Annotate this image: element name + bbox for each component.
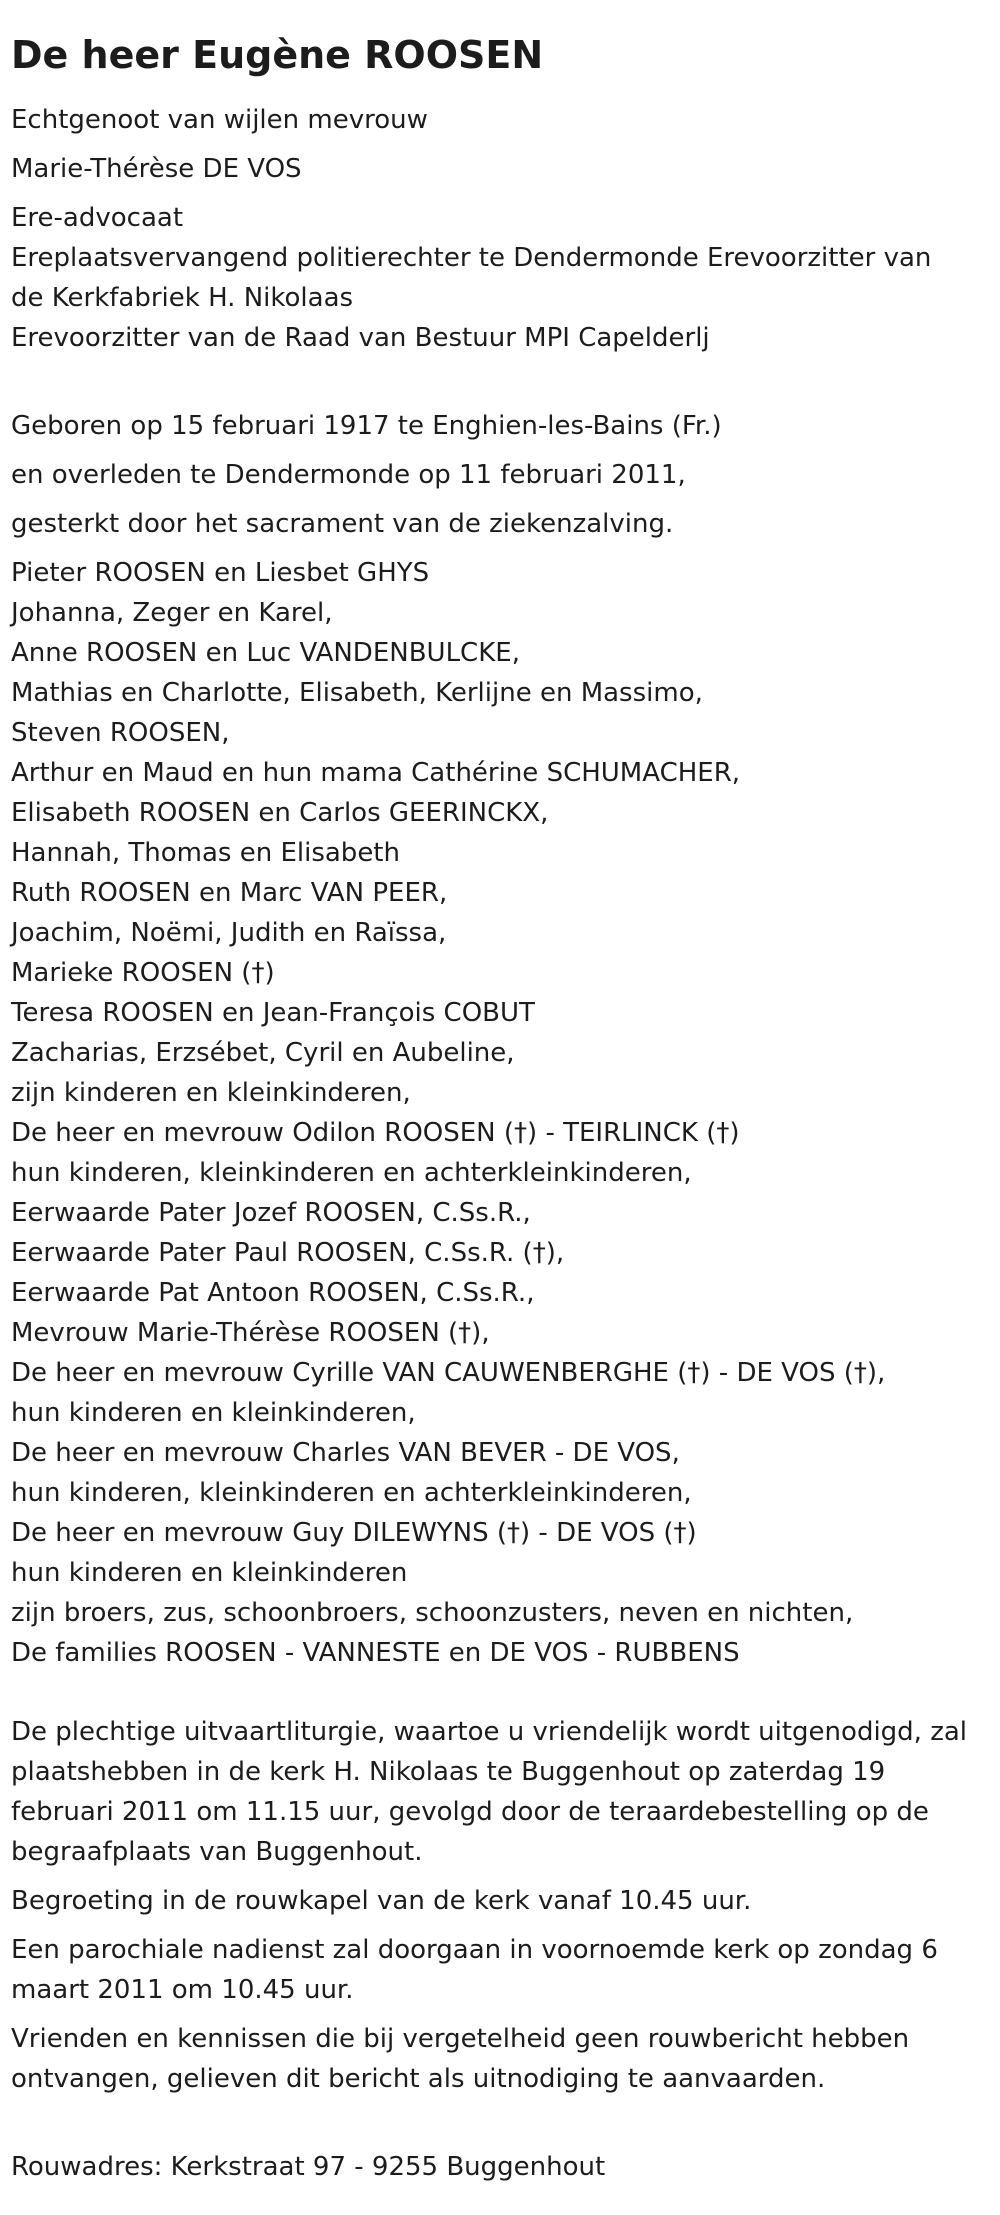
sacrament-line: gesterkt door het sacrament van de ziekenzalving.: [11, 509, 674, 539]
family-line: Mevrouw Marie-Thérèse ROOSEN (†),: [11, 1318, 490, 1348]
family-line: Joachim, Noëmi, Judith en Raïssa,: [11, 918, 447, 948]
spacer: [11, 1673, 980, 1712]
family-line: hun kinderen en kleinkinderen: [11, 1558, 408, 1588]
birth-line: Geboren op 15 februari 1917 te Enghien-les-Bains (Fr.): [11, 411, 722, 441]
family-line: Zacharias, Erzsébet, Cyril en Aubeline,: [11, 1038, 515, 1068]
family-line: Eerwaarde Pater Paul ROOSEN, C.Ss.R. (†),: [11, 1238, 565, 1268]
memorial-line: maart 2011 om 10.45 uur.: [11, 1975, 354, 2005]
family-line: Elisabeth ROOSEN en Carlos GEERINCKX,: [11, 798, 549, 828]
family-line: Steven ROOSEN,: [11, 718, 230, 748]
memorial-line: Een parochiale nadienst zal doorgaan in voornoemde kerk op zondag 6: [11, 1935, 938, 1965]
address-block: [11, 2147, 980, 2187]
family-line: hun kinderen en kleinkinderen,: [11, 1398, 416, 1428]
sacrament-block: [11, 504, 980, 544]
liturgy-line: plaatshebben in de kerk H. Nikolaas te Buggenhout op zaterdag 19: [11, 1757, 886, 1787]
spouse-block: [11, 100, 980, 140]
spacer: [11, 2108, 980, 2147]
family-list: [11, 553, 980, 1673]
family-line: Marieke ROOSEN (†): [11, 958, 275, 988]
family-line: Teresa ROOSEN en Jean-François COBUT: [11, 998, 535, 1028]
memorial-paragraph: [11, 1930, 980, 2010]
spacer: [11, 367, 980, 406]
greeting-paragraph: [11, 1881, 980, 1921]
family-line: hun kinderen, kleinkinderen en achterkleinkinderen,: [11, 1478, 692, 1508]
greeting-line: Begroeting in de rouwkapel van de kerk vanaf 10.45 uur.: [11, 1886, 752, 1916]
family-line: Mathias en Charlotte, Elisabeth, Kerlijne en Massimo,: [11, 678, 703, 708]
liturgy-line: februari 2011 om 11.15 uur, gevolgd door de teraardebestelling op de: [11, 1797, 929, 1827]
friends-line: Vrienden en kennissen die bij vergetelheid geen rouwbericht hebben: [11, 2024, 910, 2054]
role-line: Ere-advocaat: [11, 203, 184, 233]
role-line: Erevoorzitter van de Raad van Bestuur MPI Capelderlj: [11, 323, 710, 353]
family-line: De families ROOSEN - VANNESTE en DE VOS - RUBBENS: [11, 1638, 740, 1668]
family-line: De heer en mevrouw Charles VAN BEVER - DE VOS,: [11, 1438, 680, 1468]
family-line: Anne ROOSEN en Luc VANDENBULCKE,: [11, 638, 520, 668]
family-line: Ruth ROOSEN en Marc VAN PEER,: [11, 878, 448, 908]
role-line: Ereplaatsvervangend politierechter te Dendermonde Erevoorzitter van: [11, 243, 932, 273]
family-line: zijn kinderen en kleinkinderen,: [11, 1078, 411, 1108]
friends-paragraph: [11, 2019, 980, 2099]
family-line: De heer en mevrouw Guy DILEWYNS (†) - DE VOS (†): [11, 1518, 697, 1548]
death-line: en overleden te Dendermonde op 11 februari 2011,: [11, 460, 686, 490]
page-title: De heer Eugène ROOSEN: [11, 33, 544, 77]
role-line: de Kerkfabriek H. Nikolaas: [11, 283, 354, 313]
family-line: Eerwaarde Pat Antoon ROOSEN, C.Ss.R.,: [11, 1278, 535, 1308]
spouse-line: Echtgenoot van wijlen mevrouw: [11, 105, 428, 135]
family-line: Arthur en Maud en hun mama Cathérine SCHUMACHER,: [11, 758, 741, 788]
spouse-name-block: [11, 149, 980, 189]
spouse-name: Marie-Thérèse DE VOS: [11, 154, 302, 184]
liturgy-line: De plechtige uitvaartliturgie, waartoe u vriendelijk wordt uitgenodigd, zal: [11, 1717, 968, 1747]
liturgy-paragraph: [11, 1712, 980, 1872]
family-line: De heer en mevrouw Cyrille VAN CAUWENBERGHE (†) - DE VOS (†),: [11, 1358, 886, 1388]
death-block: [11, 455, 980, 495]
family-line: De heer en mevrouw Odilon ROOSEN (†) - TEIRLINCK (†): [11, 1118, 740, 1148]
family-line: Hannah, Thomas en Elisabeth: [11, 838, 400, 868]
family-line: Pieter ROOSEN en Liesbet GHYS: [11, 558, 430, 588]
mourning-address: Rouwadres: Kerkstraat 97 - 9255 Buggenhout: [11, 2152, 606, 2182]
family-line: hun kinderen, kleinkinderen en achterkleinkinderen,: [11, 1158, 692, 1188]
family-line: Johanna, Zeger en Karel,: [11, 598, 333, 628]
family-line: Eerwaarde Pater Jozef ROOSEN, C.Ss.R.,: [11, 1198, 531, 1228]
roles-block: [11, 198, 980, 358]
liturgy-line: begraafplaats van Buggenhout.: [11, 1837, 423, 1867]
family-line: zijn broers, zus, schoonbroers, schoonzusters, neven en nichten,: [11, 1598, 854, 1628]
friends-line: ontvangen, gelieven dit bericht als uitnodiging te aanvaarden.: [11, 2064, 826, 2094]
birth-block: [11, 406, 980, 446]
